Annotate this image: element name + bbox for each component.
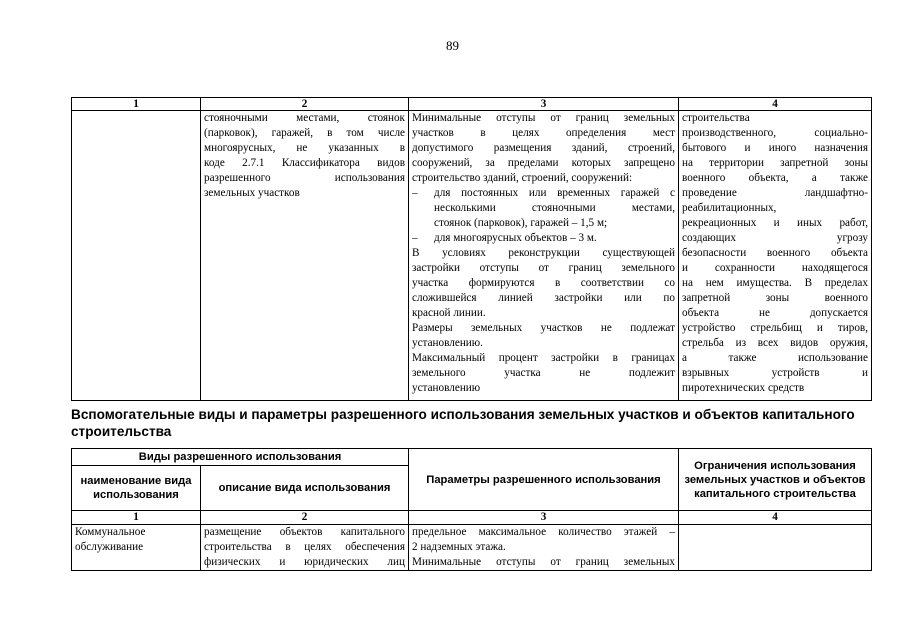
text-line: а также использование — [682, 352, 868, 364]
text-line: стрельба из всех видов оружия, — [682, 337, 868, 349]
text-line: объекта не допускается — [682, 307, 868, 319]
restrictions-header: Ограничения использования земельных участков и объектов капитального строительства — [679, 449, 872, 511]
text-line: коде 2.7.1 Классификатора видов — [204, 157, 405, 169]
restrictions-cell — [679, 525, 872, 571]
col-number: 4 — [679, 98, 872, 111]
text-line: взрывных устройств и — [682, 367, 868, 379]
text-line: допустимого размещения зданий, строений, — [412, 142, 675, 154]
text-line: В условиях реконструкции существующей — [412, 247, 675, 259]
text-line: производственного, социально- — [682, 127, 868, 139]
text-line: участка формируются в соответствии со — [412, 277, 675, 289]
col-number: 2 — [201, 511, 409, 525]
text-line: несколькими стояночными местами, — [434, 202, 675, 214]
text-line: Коммунальное — [75, 526, 146, 538]
text-line: многоярусных, не указанных в — [204, 142, 405, 154]
text-line: создающих угрозу — [682, 232, 868, 244]
col-number: 3 — [409, 98, 679, 111]
use-name-cell — [72, 111, 201, 401]
col-number: 1 — [72, 511, 201, 525]
text-line: строительства в целях обеспечения — [204, 541, 405, 553]
text-line: застройки отступы от границ земельного — [412, 262, 675, 274]
text-line: сложившейся линией застройки или по — [412, 292, 675, 304]
text-line: установлению. — [412, 337, 483, 349]
list-marker: – — [412, 187, 418, 199]
text-line: сооружений, за пределами которых запрещено — [412, 157, 675, 169]
use-name-header: наименование вида использования — [72, 466, 201, 511]
col-number: 1 — [72, 98, 201, 111]
text-line: предельное максимальное количество этажей – — [412, 526, 675, 538]
text-line: и сохранности находящегося — [682, 262, 868, 274]
text-line: Размеры земельных участков не подлежат — [412, 322, 675, 334]
list-item — [412, 186, 675, 231]
col-number: 2 — [201, 98, 409, 111]
table-number-row — [72, 511, 872, 525]
text-line: земельных участков — [204, 187, 300, 199]
text-line: военного объекта, а также — [682, 172, 868, 184]
text-line: бытового и иного назначения — [682, 142, 868, 154]
parameters-cell — [409, 525, 679, 571]
use-name-cell — [72, 525, 201, 571]
text-line: красной линии. — [412, 307, 486, 319]
text-line: строительства — [682, 112, 750, 124]
text-line: рекреационных и иных работ, — [682, 217, 868, 229]
text-line: для многоярусных объектов – 3 м. — [434, 232, 597, 244]
text-line: стоянок (парковок), гаражей – 1,5 м; — [434, 217, 608, 229]
text-line: земельного участка не подлежит — [412, 367, 675, 379]
text-line: безопасности военного объекта — [682, 247, 868, 259]
list-item — [412, 231, 675, 246]
text-line: Минимальные отступы от границ земельных — [412, 556, 675, 568]
col-number: 4 — [679, 511, 872, 525]
text-line: на нем имущества. В пределах — [682, 277, 868, 289]
table-row — [72, 525, 872, 571]
section-heading: Вспомогательные виды и параметры разрешенного использования земельных участков и объектов капитального строительства — [71, 407, 855, 439]
text-line: реабилитационных, — [682, 202, 777, 214]
text-line: строительство зданий, строений, сооружений: — [412, 172, 633, 184]
text-line: разрешенного использования — [204, 172, 405, 184]
text-line: физических и юридических лиц — [204, 556, 405, 568]
table-row — [72, 111, 872, 401]
text-line: установлению — [412, 382, 481, 394]
text-line: 2 надземных этажа. — [412, 541, 506, 553]
text-line: запретной зоны военного — [682, 292, 868, 304]
text-line: стояночными местами, стоянок — [204, 112, 405, 124]
text-line: для постоянных или временных гаражей с — [434, 187, 675, 199]
col-number: 3 — [409, 511, 679, 525]
text-line: Максимальный процент застройки в границах — [412, 352, 675, 364]
text-line: устройство стрельбищ и тиров, — [682, 322, 868, 334]
auxiliary-uses-table — [71, 448, 872, 571]
text-line: проведение ландшафтно- — [682, 187, 868, 199]
list-marker: – — [412, 232, 418, 244]
parameters-header: Параметры разрешенного использования — [409, 449, 679, 511]
use-description-cell — [201, 111, 409, 401]
text-line: Минимальные отступы от границ земельных — [412, 112, 675, 124]
use-description-header: описание вида использования — [201, 466, 409, 511]
parameters-cell — [409, 111, 679, 401]
text-line: (парковок), гаражей, в том числе — [204, 127, 405, 139]
page-number: 89 — [446, 38, 459, 53]
text-line: размещение объектов капитального — [204, 526, 405, 538]
continuation-table — [71, 97, 872, 401]
uses-group-header: Виды разрешенного использования — [72, 449, 409, 466]
restrictions-cell — [679, 111, 872, 401]
text-line: пиротехнических средств — [682, 382, 805, 394]
use-description-cell — [201, 525, 409, 571]
table-header-row — [72, 98, 872, 111]
text-line: обслуживание — [75, 541, 144, 553]
table-header-row — [72, 449, 872, 466]
text-line: на территории запретной зоны — [682, 157, 868, 169]
text-line: участков в целях определения мест — [412, 127, 675, 139]
